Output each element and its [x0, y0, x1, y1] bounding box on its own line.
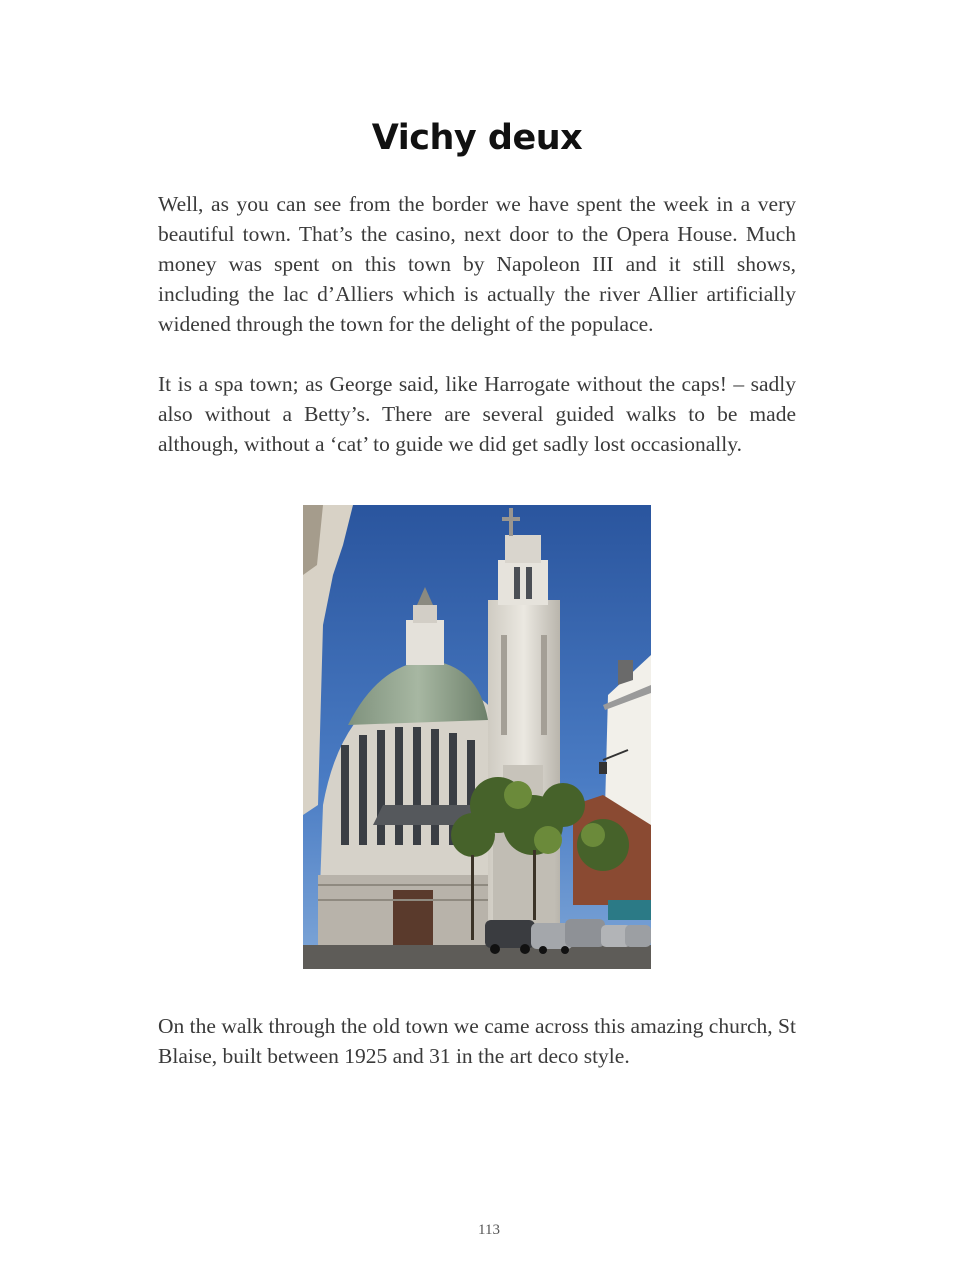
paragraph-spa-town: It is a spa town; as George said, like Harrogate without the caps! – sadly also without a Betty’s. There are several guided walks to be made although, without a ‘cat’ to guide we did get sadly lost occasionally. [158, 372, 796, 456]
page-number: 113 [478, 1222, 500, 1238]
church-photo [303, 505, 651, 969]
page-title: Vichy deux [371, 118, 583, 158]
paragraph-st-blaise: On the walk through the old town we came across this amazing church, St Blaise, built between 1925 and 31 in the art deco style. [158, 1014, 796, 1068]
paragraph-intro: Well, as you can see from the border we have spent the week in a very beautiful town. That’s the casino, next door to the Opera House. Much money was spent on this town by Napoleon III and it still shows, including the lac d’Alliers which is actually the river Allier artificially widened through the town for the delight of the populace. [158, 192, 796, 336]
